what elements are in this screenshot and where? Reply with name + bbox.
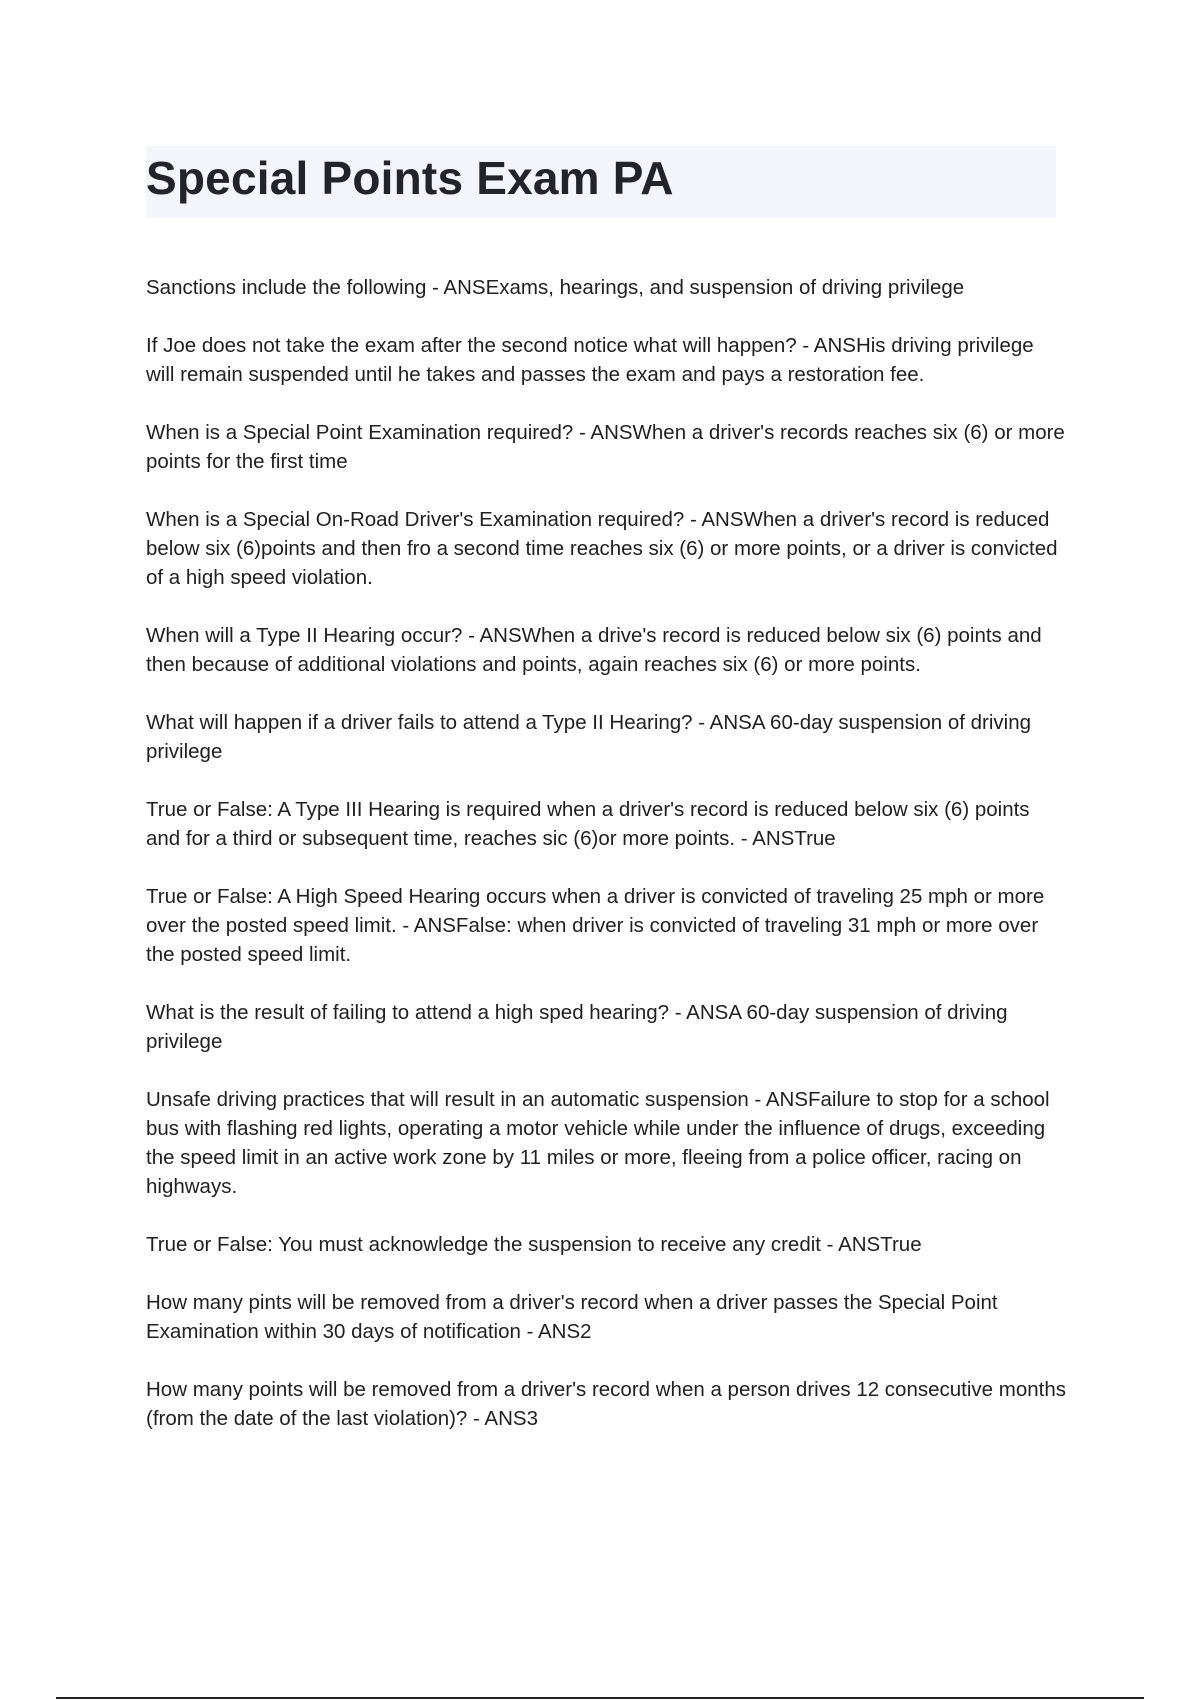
qa-item: What is the result of failing to attend a high sped hearing? - ANSA 60-day suspension of driving privilege — [146, 1001, 1008, 1053]
qa-item: If Joe does not take the exam after the second notice what will happen? - ANSHis driving privilege will remain suspended until he takes and passes the exam and pays a restoration fee. — [146, 334, 1034, 386]
qa-item: True or False: You must acknowledge the suspension to receive any credit - ANSTrue — [146, 1233, 922, 1256]
qa-list — [146, 273, 1066, 1462]
page-title: Special Points Exam PA — [146, 152, 674, 204]
title-band — [146, 146, 1056, 218]
qa-item: How many pints will be removed from a driver's record when a driver passes the Special Point Examination within 30 days of notification - ANS2 — [146, 1291, 998, 1343]
qa-item: What will happen if a driver fails to attend a Type II Hearing? - ANSA 60-day suspension of driving privilege — [146, 711, 1032, 763]
qa-item: Unsafe driving practices that will result in an automatic suspension - ANSFailure to stop for a school bus with flashing red lights, operating a motor vehicle while under the influence of drugs, exceeding the speed limit in an active work zone by 11 miles or more, fleeing from a police officer, racing on highways. — [146, 1088, 1050, 1198]
qa-item: True or False: A Type III Hearing is required when a driver's record is reduced below six (6) points and for a third or subsequent time, reaches sic (6)or more points. - ANSTrue — [146, 798, 1030, 850]
qa-item: True or False: A High Speed Hearing occurs when a driver is convicted of traveling 25 mph or more over the posted speed limit. - ANSFalse: when driver is convicted of traveling 31 mph or more over the posted speed limit. — [146, 885, 1045, 966]
qa-item: When is a Special On-Road Driver's Examination required? - ANSWhen a driver's record is reduced below six (6)points and then fro a second time reaches six (6) or more points, or a driver is convicted of a high speed violation. — [146, 508, 1058, 589]
page-bottom-divider — [56, 1697, 1144, 1699]
qa-item: How many points will be removed from a driver's record when a person drives 12 consecutive months (from the date of the last violation)? - ANS3 — [146, 1378, 1066, 1430]
qa-item: When is a Special Point Examination required? - ANSWhen a driver's records reaches six (6) or more points for the first time — [146, 421, 1065, 473]
qa-item: When will a Type II Hearing occur? - ANSWhen a drive's record is reduced below six (6) points and then because of additional violations and points, again reaches six (6) or more points. — [146, 624, 1042, 676]
qa-item: Sanctions include the following - ANSExams, hearings, and suspension of driving privilege — [146, 276, 965, 299]
